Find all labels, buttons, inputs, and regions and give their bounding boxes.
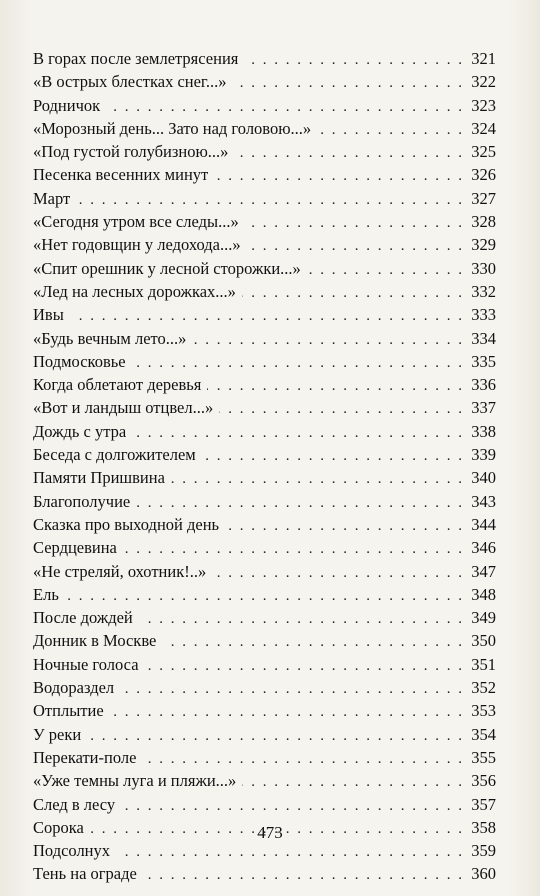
toc-entry-page: 325 — [471, 142, 496, 162]
toc-entry-title: «Уже темны луга и пляжи...» — [33, 771, 237, 791]
toc-entry-page: 328 — [471, 212, 496, 232]
toc-entry-title: «Под густой голубизною...» — [33, 142, 229, 162]
dot-leader — [242, 771, 462, 794]
dot-leader — [145, 655, 462, 678]
toc-entry-page: 329 — [471, 235, 496, 255]
toc-entry — [33, 676, 496, 699]
toc-entry-title: Песенка весенних минут — [33, 165, 209, 185]
dot-leader — [244, 49, 462, 72]
toc-entry — [33, 163, 496, 186]
toc-entry-page: 337 — [471, 398, 496, 418]
toc-entry-title: «Не стреляй, охотник!..» — [33, 561, 207, 581]
toc-entry-page: 351 — [471, 654, 496, 674]
dot-leader — [242, 282, 462, 305]
toc-entry — [33, 513, 496, 536]
dot-leader — [65, 585, 462, 608]
toc-entry — [33, 443, 496, 466]
toc-entry — [33, 210, 496, 233]
dot-leader — [162, 631, 462, 654]
toc-entry-title: Отплытие — [33, 701, 104, 721]
toc-entry-page: 353 — [471, 701, 496, 721]
toc-entry-title: Тень на ограде — [33, 864, 137, 884]
toc-entry-page: 354 — [471, 724, 496, 744]
dot-leader — [232, 72, 462, 95]
toc-entry — [33, 466, 496, 489]
toc-entry-page: 321 — [471, 49, 496, 68]
toc-entry-page: 327 — [471, 188, 496, 208]
toc-entry-page: 335 — [471, 351, 496, 371]
toc-entry-title: Перекати-поле — [33, 747, 137, 767]
toc-entry — [33, 723, 496, 746]
toc-entry — [33, 373, 496, 396]
dot-leader — [132, 422, 462, 445]
toc-entry-page: 336 — [471, 375, 496, 395]
toc-entry-page: 330 — [471, 258, 496, 278]
toc-entry-page: 322 — [471, 72, 496, 92]
table-of-contents — [33, 47, 496, 886]
dot-leader — [106, 96, 462, 119]
toc-entry — [33, 233, 496, 256]
toc-entry-page: 326 — [471, 165, 496, 185]
dot-leader — [110, 701, 462, 724]
toc-entry-title: «Будь вечным лето...» — [33, 328, 187, 348]
dot-leader — [132, 352, 462, 375]
toc-entry-page: 356 — [471, 771, 496, 791]
toc-entry-page: 348 — [471, 584, 496, 604]
dot-leader — [245, 212, 462, 235]
dot-leader — [121, 795, 462, 818]
dot-leader — [76, 189, 462, 212]
toc-entry-page: 324 — [471, 118, 496, 138]
toc-entry-page: 360 — [471, 864, 496, 884]
toc-entry — [33, 560, 496, 583]
toc-entry-title: Памяти Пришвина — [33, 468, 165, 488]
toc-entry — [33, 257, 496, 280]
toc-entry — [33, 536, 496, 559]
toc-entry — [33, 280, 496, 303]
toc-entry-title: «Вот и ландыш отцвел...» — [33, 398, 214, 418]
dot-leader — [70, 305, 462, 328]
toc-entry — [33, 793, 496, 816]
dot-leader — [123, 538, 462, 561]
toc-entry — [33, 583, 496, 606]
toc-entry — [33, 769, 496, 792]
toc-entry-title: «Нет годовщин у ледохода...» — [33, 235, 241, 255]
toc-entry-page: 359 — [471, 841, 496, 861]
toc-entry-title: Март — [33, 188, 71, 208]
toc-entry-title: «Лед на лесных дорожках...» — [33, 281, 236, 301]
toc-entry — [33, 699, 496, 722]
toc-entry-title: «Спит орешник у лесной сторожки...» — [33, 258, 301, 278]
toc-entry-title: В горах после землетрясения — [33, 49, 239, 68]
toc-entry-page: 357 — [471, 794, 496, 814]
toc-entry — [33, 187, 496, 210]
toc-entry — [33, 303, 496, 326]
toc-entry-title: Подсолнух — [33, 841, 111, 861]
toc-entry-title: Ивы — [33, 305, 64, 325]
toc-entry — [33, 117, 496, 140]
dot-leader — [136, 492, 462, 515]
dot-leader — [247, 235, 462, 258]
toc-entry-title: Сердцевина — [33, 538, 117, 558]
toc-entry — [33, 629, 496, 652]
page-number: 473 — [257, 823, 283, 842]
toc-entry-title: Сказка про выходной день — [33, 514, 220, 534]
toc-entry — [33, 140, 496, 163]
toc-entry-title: Водораздел — [33, 678, 115, 698]
toc-entry — [33, 653, 496, 676]
toc-entry-title: Благополучие — [33, 491, 131, 511]
toc-entry-page: 349 — [471, 608, 496, 628]
toc-entry — [33, 396, 496, 419]
toc-entry — [33, 350, 496, 373]
toc-entry-page: 347 — [471, 561, 496, 581]
toc-entry-title: У реки — [33, 724, 82, 744]
toc-entry-page: 340 — [471, 468, 496, 488]
toc-entry-title: Когда облетают деревья — [33, 375, 202, 395]
toc-entry-page: 358 — [471, 817, 496, 837]
toc-entry — [33, 746, 496, 769]
dot-leader — [202, 445, 462, 468]
toc-entry-page: 352 — [471, 678, 496, 698]
dot-leader — [219, 398, 462, 421]
toc-entry-page: 343 — [471, 491, 496, 511]
toc-entry-title: Подмосковье — [33, 351, 126, 371]
toc-entry — [33, 490, 496, 513]
toc-entry-page: 344 — [471, 514, 496, 534]
dot-leader — [317, 119, 462, 142]
toc-entry — [33, 327, 496, 350]
toc-entry-title: Ель — [33, 584, 59, 604]
toc-entry-page: 338 — [471, 421, 496, 441]
toc-entry — [33, 606, 496, 629]
toc-entry-page: 332 — [471, 281, 496, 301]
toc-entry-page: 333 — [471, 305, 496, 325]
toc-entry-page: 350 — [471, 631, 496, 651]
toc-entry-page: 323 — [471, 95, 496, 115]
toc-entry-title: Донник в Москве — [33, 631, 157, 651]
dot-leader — [87, 725, 462, 748]
dot-leader — [307, 259, 462, 282]
toc-entry-title: «Сегодня утром все следы...» — [33, 212, 239, 232]
toc-entry-page: 339 — [471, 445, 496, 465]
toc-entry-title: Сорока — [33, 817, 84, 837]
toc-entry — [33, 94, 496, 117]
dot-leader — [120, 678, 462, 701]
dot-leader — [207, 375, 462, 398]
dot-leader — [234, 142, 462, 165]
toc-entry-page: 355 — [471, 747, 496, 767]
toc-entry-page: 346 — [471, 538, 496, 558]
toc-entry-title: «В острых блестках снег...» — [33, 72, 227, 92]
dot-leader — [116, 841, 462, 864]
dot-leader — [143, 864, 462, 887]
toc-entry-title: След в лесу — [33, 794, 116, 814]
dot-leader — [139, 608, 462, 631]
dot-leader — [225, 515, 462, 538]
toc-entry-title: «Морозный день... Зато над головою...» — [33, 118, 312, 138]
toc-entry-title: Беседа с долгожителем — [33, 445, 196, 465]
dot-leader — [214, 165, 462, 188]
dot-leader — [171, 468, 462, 491]
toc-entry-title: Ночные голоса — [33, 654, 139, 674]
dot-leader — [212, 562, 462, 585]
toc-entry-title: После дождей — [33, 608, 133, 628]
dot-leader — [192, 329, 462, 352]
toc-entry-title: Родничок — [33, 95, 101, 115]
toc-entry — [33, 862, 496, 885]
dot-leader — [142, 748, 462, 771]
toc-entry — [33, 47, 496, 70]
toc-entry — [33, 70, 496, 93]
toc-entry-title: Дождь с утра — [33, 421, 127, 441]
toc-entry — [33, 420, 496, 443]
toc-entry-page: 334 — [471, 328, 496, 348]
